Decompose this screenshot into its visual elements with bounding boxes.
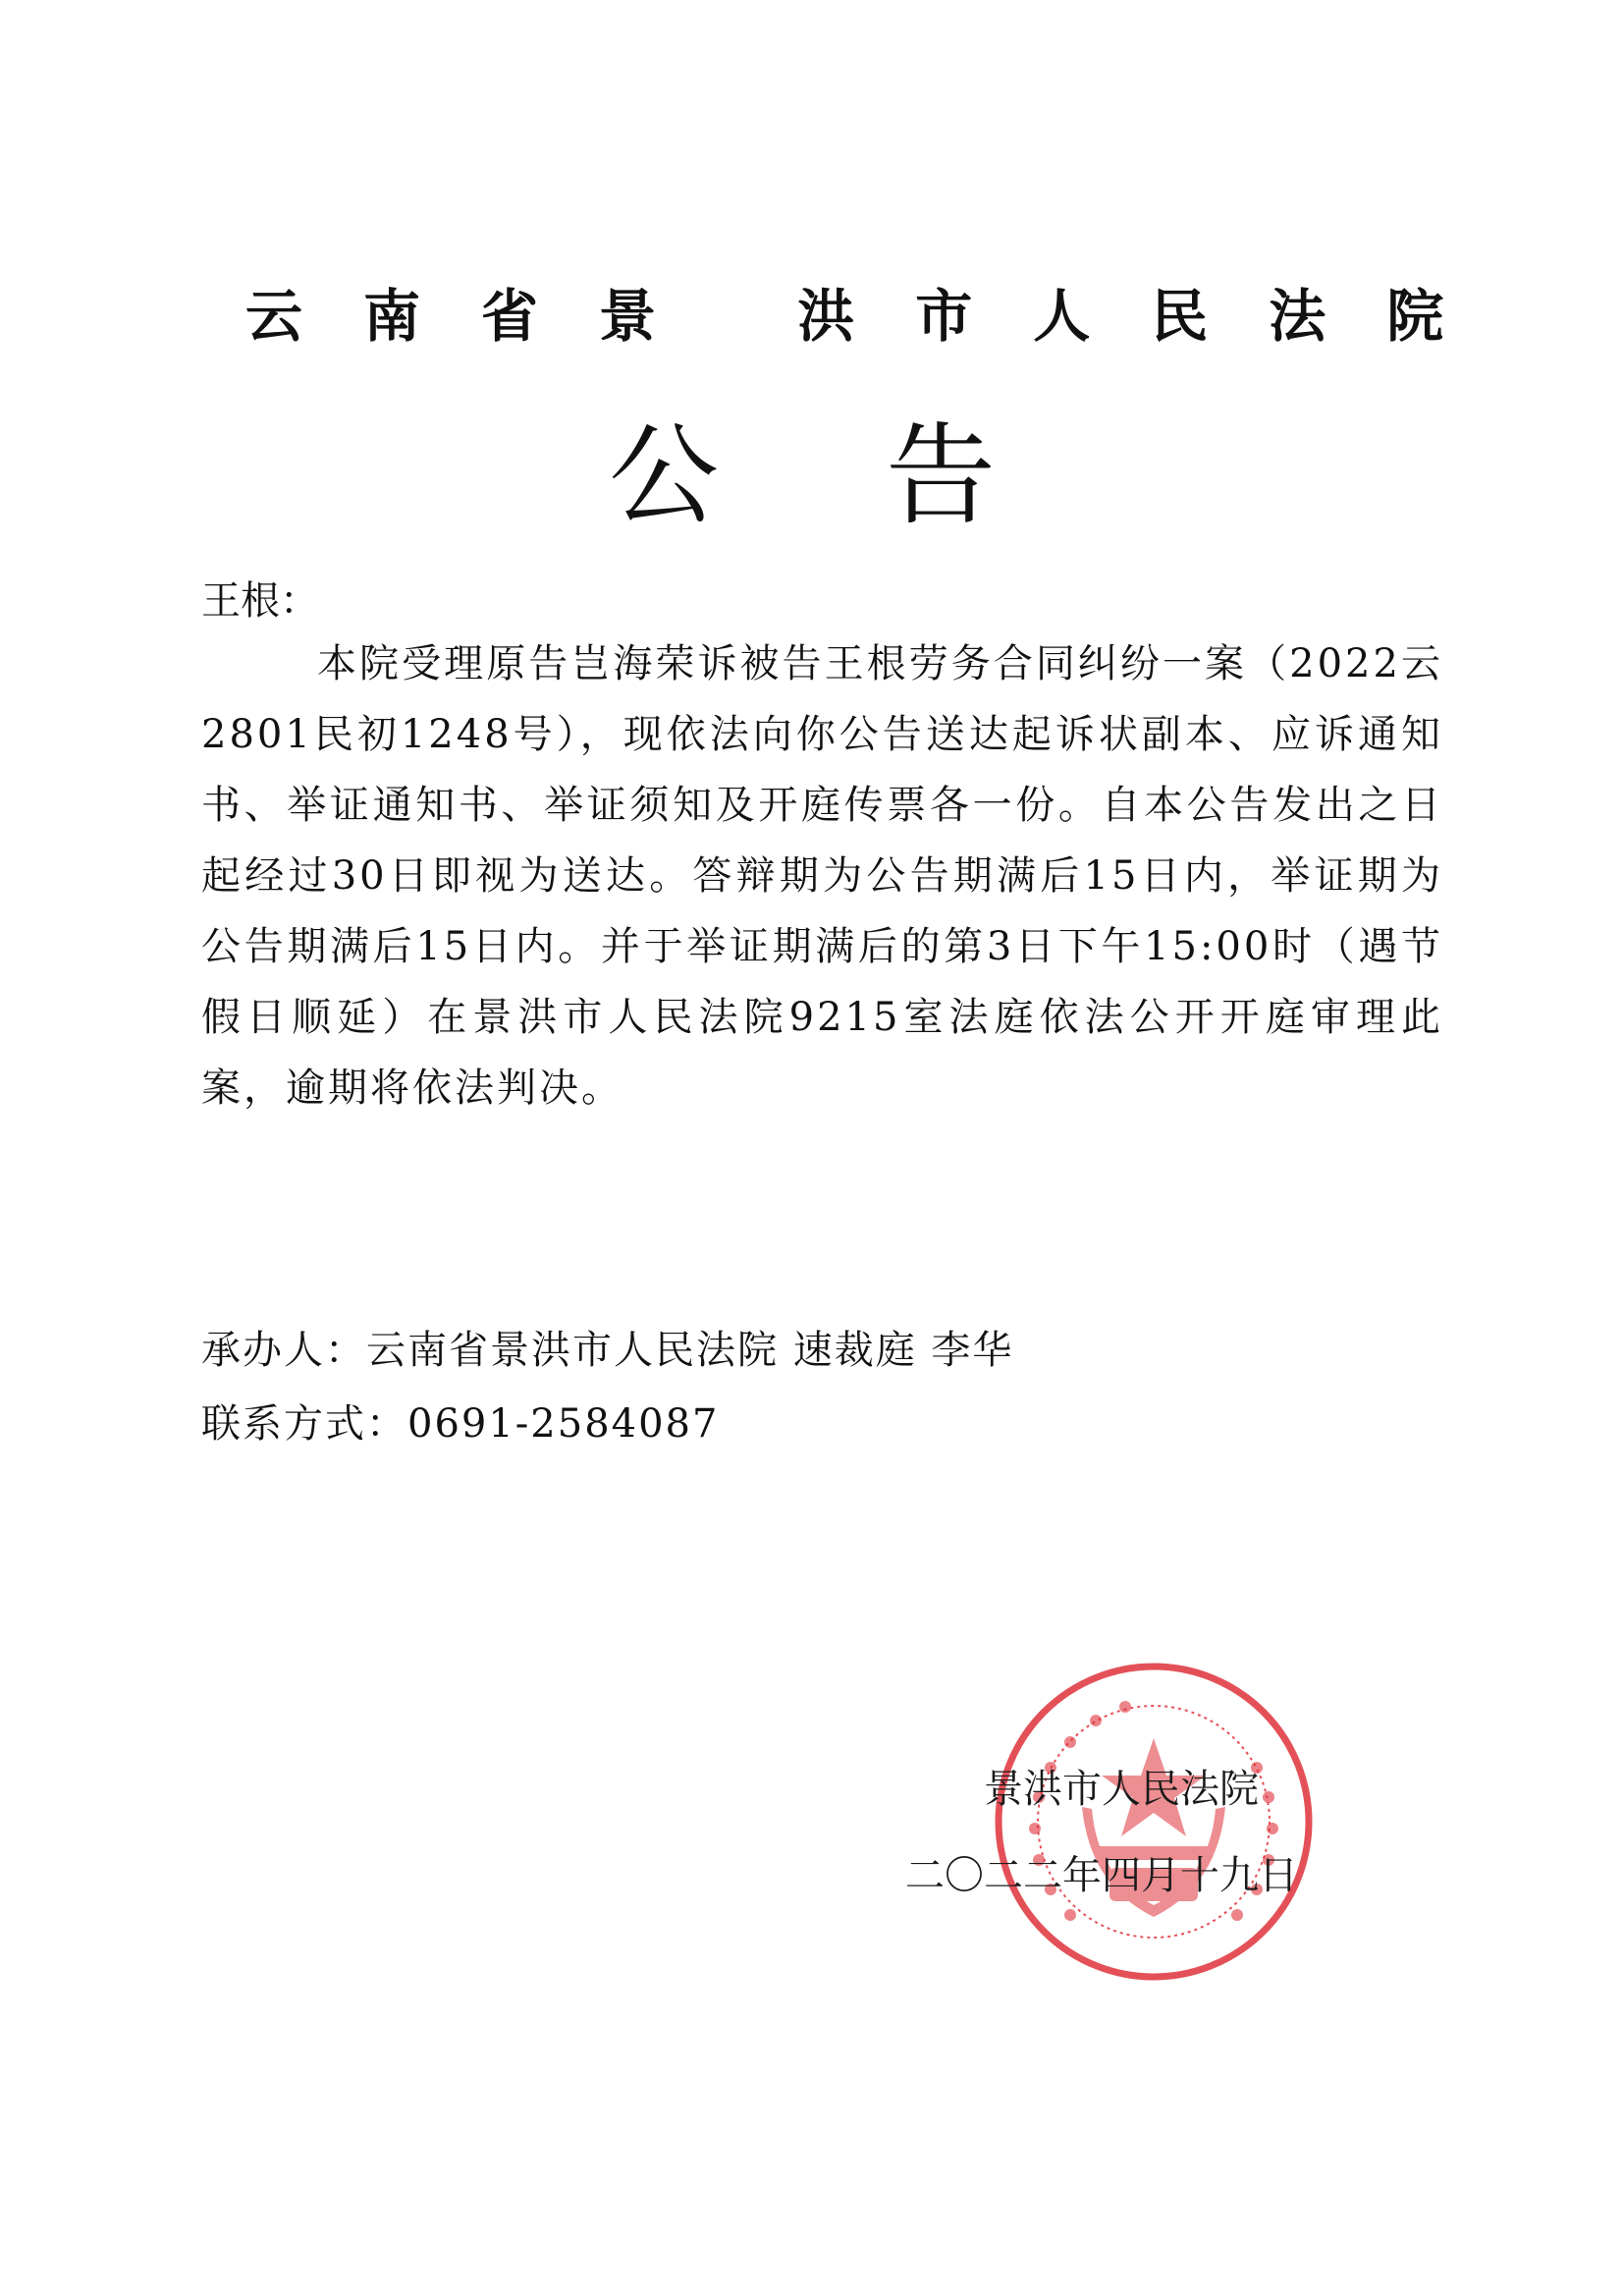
document-title: 公告 <box>609 412 1163 540</box>
signing-date: 二〇二二年四月十九日 <box>905 1853 1298 1898</box>
signing-court: 景洪市人民法院 <box>984 1767 1259 1812</box>
court-seal-icon <box>992 1660 1316 1984</box>
court-name-heading: 云南省景 洪市人民法院 <box>245 283 1505 350</box>
notice-body: 本院受理原告岂海荣诉被告王根劳务合同纠纷一案（2022云2801民初1248号），现依法向你公告送达起诉状副本、应诉通知书、举证通知书、举证须知及开庭传票各一份。自本公告发出之日起经过30日即视为送达。答辩期为公告期满后15日内，举证期为公告期满后15日内。并于举证期满后的第3日下午15:00时（遇节假日顺延）在景洪市人民法院9215室法庭依法公开开庭审理此案，逾期将依法判决。 <box>201 641 1443 1111</box>
handler-line: 承办人：云南省景洪市人民法院 速裁庭 李华 <box>201 1328 1014 1373</box>
contact-line: 联系方式：0691-2584087 <box>201 1401 720 1447</box>
addressee: 王根： <box>201 578 319 624</box>
